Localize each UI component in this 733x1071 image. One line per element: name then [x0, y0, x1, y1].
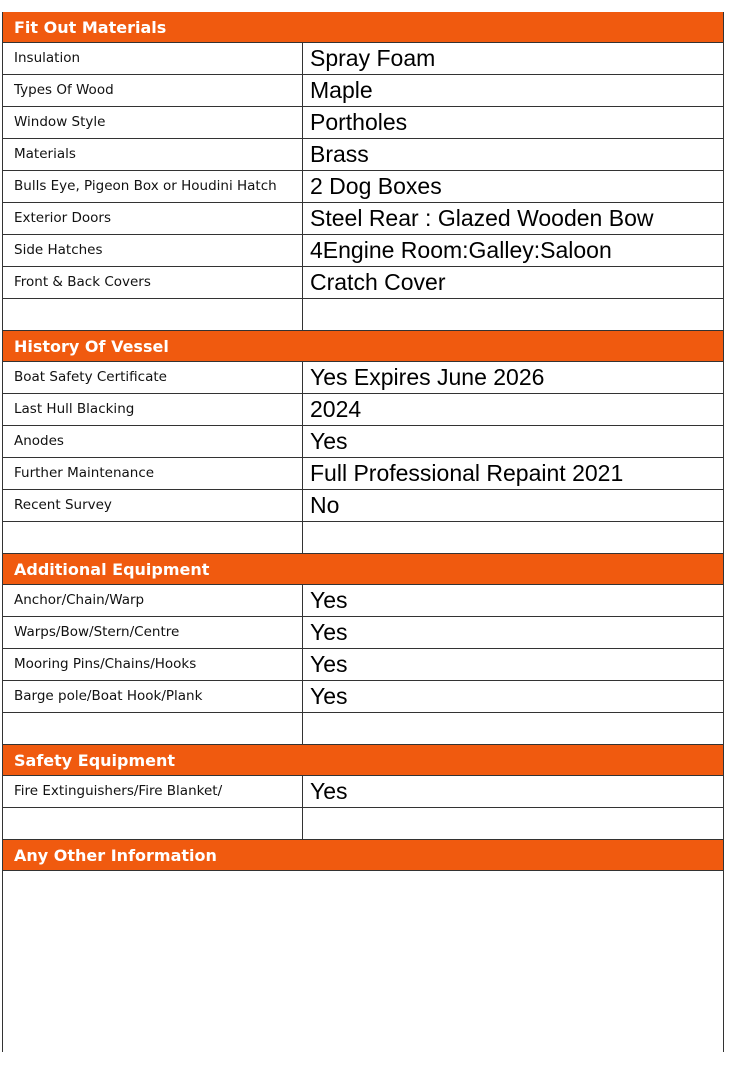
table-row — [3, 585, 723, 617]
table-row — [3, 649, 723, 681]
section-header-safety-equipment: Safety Equipment — [3, 745, 723, 776]
table-row — [3, 267, 723, 299]
row-label: Insulation — [3, 43, 303, 74]
row-label: Anchor/Chain/Warp — [3, 585, 303, 616]
table-row — [3, 681, 723, 713]
row-value: Yes — [310, 587, 348, 613]
blank-label — [3, 522, 303, 553]
row-label: Exterior Doors — [3, 203, 303, 234]
table-row — [3, 43, 723, 75]
row-value: Cratch Cover — [310, 269, 446, 295]
row-value: Yes Expires June 2026 — [310, 364, 545, 390]
blank-value — [303, 713, 723, 744]
table-row — [3, 617, 723, 649]
row-label: Boat Safety Certificate — [3, 362, 303, 393]
row-label: Side Hatches — [3, 235, 303, 266]
section-header-fit-out-materials: Fit Out Materials — [3, 12, 723, 43]
row-label: Recent Survey — [3, 490, 303, 521]
boat-spec-sheet — [2, 12, 724, 1052]
table-row — [3, 171, 723, 203]
row-label: Bulls Eye, Pigeon Box or Houdini Hatch — [3, 171, 303, 202]
row-value: Yes — [310, 778, 348, 804]
blank-row — [3, 808, 723, 840]
table-row — [3, 776, 723, 808]
table-row — [3, 426, 723, 458]
row-label: Fire Extinguishers/Fire Blanket/ — [3, 776, 303, 807]
other-information-box — [3, 871, 723, 1071]
row-value: Maple — [310, 77, 373, 103]
table-row — [3, 139, 723, 171]
row-value: Yes — [310, 619, 348, 645]
row-value: No — [310, 492, 340, 518]
row-value: 2 Dog Boxes — [310, 173, 442, 199]
section-header-history-of-vessel: History Of Vessel — [3, 331, 723, 362]
row-value: 4Engine Room:Galley:Saloon — [310, 237, 612, 263]
blank-row — [3, 522, 723, 554]
row-value: 2024 — [310, 396, 362, 422]
blank-row — [3, 713, 723, 745]
table-row — [3, 75, 723, 107]
table-row — [3, 362, 723, 394]
table-row — [3, 203, 723, 235]
row-label: Front & Back Covers — [3, 267, 303, 298]
blank-value — [303, 299, 723, 330]
section-header-additional-equipment: Additional Equipment — [3, 554, 723, 585]
row-label: Materials — [3, 139, 303, 170]
row-label: Mooring Pins/Chains/Hooks — [3, 649, 303, 680]
row-label: Warps/Bow/Stern/Centre — [3, 617, 303, 648]
table-row — [3, 107, 723, 139]
row-value: Yes — [310, 651, 348, 677]
row-value: Brass — [310, 141, 369, 167]
blank-label — [3, 713, 303, 744]
blank-label — [3, 299, 303, 330]
row-value: Full Professional Repaint 2021 — [310, 460, 624, 486]
blank-label — [3, 808, 303, 839]
row-value: Portholes — [310, 109, 408, 135]
table-row — [3, 394, 723, 426]
table-row — [3, 235, 723, 267]
blank-value — [303, 522, 723, 553]
row-value: Yes — [310, 683, 348, 709]
row-value: Spray Foam — [310, 45, 436, 71]
row-value: Steel Rear : Glazed Wooden Bow — [310, 205, 654, 231]
table-row — [3, 458, 723, 490]
row-label: Further Maintenance — [3, 458, 303, 489]
row-label: Anodes — [3, 426, 303, 457]
section-header-any-other-information: Any Other Information — [3, 840, 723, 871]
row-value: Yes — [310, 428, 348, 454]
row-label: Last Hull Blacking — [3, 394, 303, 425]
table-row — [3, 490, 723, 522]
row-label: Types Of Wood — [3, 75, 303, 106]
row-label: Window Style — [3, 107, 303, 138]
blank-row — [3, 299, 723, 331]
blank-value — [303, 808, 723, 839]
row-label: Barge pole/Boat Hook/Plank — [3, 681, 303, 712]
